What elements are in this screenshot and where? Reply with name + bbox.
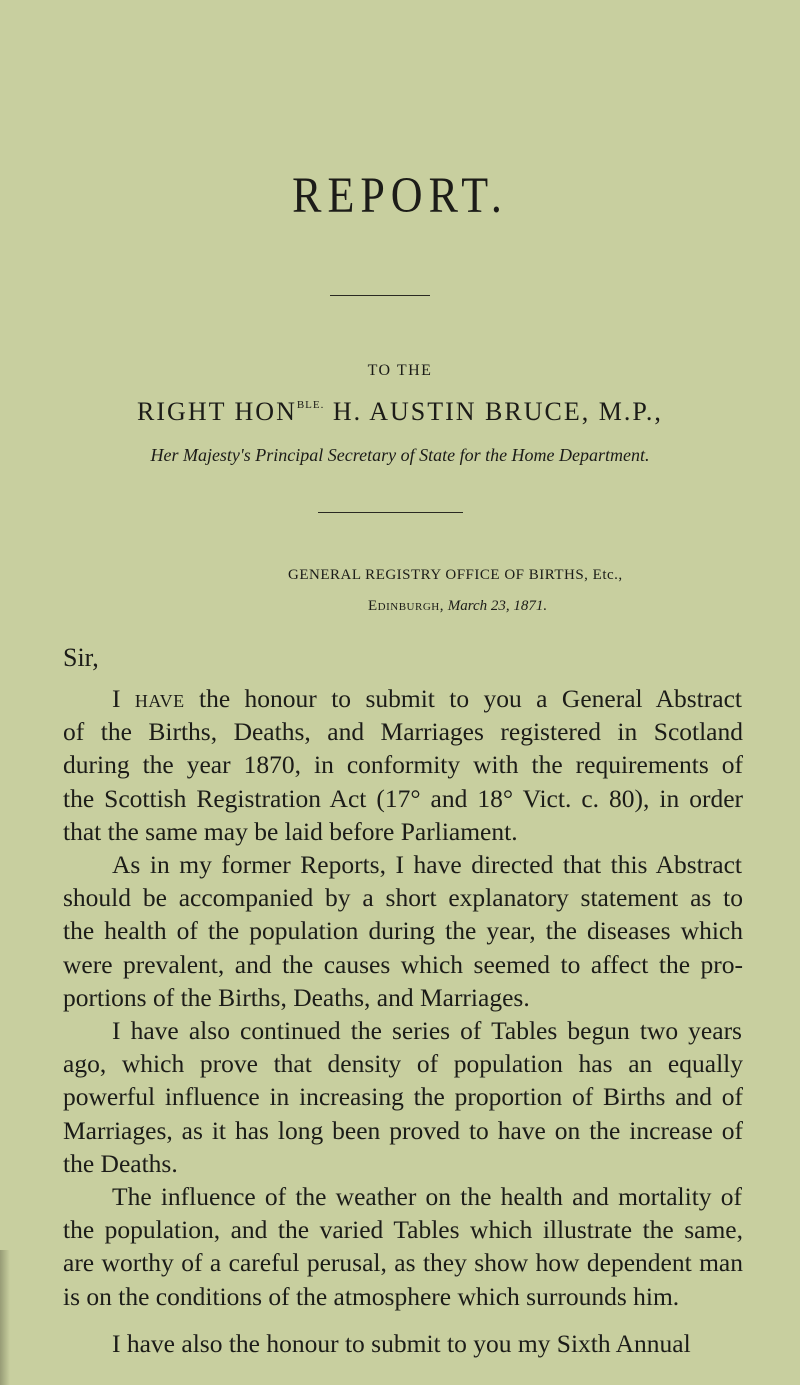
office-place-date bbox=[368, 598, 547, 615]
office-date: March 23, 1871. bbox=[443, 598, 548, 614]
addressee-role: Her Majesty's Principal Secretary of State for the Home Department. bbox=[150, 445, 650, 465]
body-first-word: I bbox=[112, 684, 135, 713]
body-line: powerful influence in increasing the proportion of Births and of bbox=[63, 1082, 743, 1112]
body-first-smallcaps: have bbox=[134, 684, 185, 713]
body-line: that the same may be laid before Parliament. bbox=[63, 816, 518, 846]
addressee-superscript: BLE. bbox=[296, 399, 325, 411]
body-line: the Deaths. bbox=[63, 1148, 178, 1178]
body-first-rest: the honour to submit to you a General Abstract bbox=[184, 684, 742, 713]
addressee-line bbox=[0, 397, 800, 427]
body-line: should be accompanied by a short explanatory statement as to bbox=[63, 883, 743, 913]
body-line: I have also the honour to submit to you my Sixth Annual bbox=[112, 1328, 691, 1358]
salutation: Sir, bbox=[63, 643, 99, 672]
page-edge-shadow bbox=[0, 1250, 10, 1385]
body-line: of the Births, Deaths, and Marriages registered in Scotland bbox=[63, 717, 743, 747]
body-line: As in my former Reports, I have directed that this Abstract bbox=[112, 850, 742, 879]
office-heading: GENERAL REGISTRY OFFICE OF BIRTHS, Etc., bbox=[288, 567, 623, 583]
body-line: I have also continued the series of Tables begun two years bbox=[112, 1016, 742, 1045]
body-line bbox=[112, 686, 742, 712]
body-line: portions of the Births, Deaths, and Marriages. bbox=[63, 982, 530, 1012]
addressee-prefix: RIGHT HON bbox=[137, 397, 297, 426]
office-place: Edinburgh, bbox=[368, 598, 444, 614]
divider-rule bbox=[330, 295, 430, 296]
page-title: REPORT. bbox=[292, 167, 508, 224]
addressee-name: H. AUSTIN BRUCE, M.P., bbox=[324, 397, 663, 426]
divider-rule bbox=[318, 512, 463, 513]
body-line: the health of the population during the year, the diseases which bbox=[63, 916, 743, 946]
body-line: are worthy of a careful perusal, as they show how dependent man bbox=[63, 1248, 743, 1278]
body-line: is on the conditions of the atmosphere which surrounds him. bbox=[63, 1281, 680, 1311]
body-line: the Scottish Registration Act (17° and 18° Vict. c. 80), in order bbox=[63, 783, 743, 813]
body-line: Marriages, as it has long been proved to have on the increase of bbox=[63, 1115, 743, 1145]
body-line: the population, and the varied Tables which illustrate the same, bbox=[63, 1215, 743, 1245]
to-the-line: TO THE bbox=[367, 362, 433, 379]
body-line: The influence of the weather on the health and mortality of bbox=[112, 1182, 742, 1211]
body-line: ago, which prove that density of population has an equally bbox=[63, 1049, 743, 1079]
body-line: were prevalent, and the causes which seemed to affect the pro- bbox=[63, 949, 743, 979]
body-line: during the year 1870, in conformity with the requirements of bbox=[63, 750, 743, 780]
